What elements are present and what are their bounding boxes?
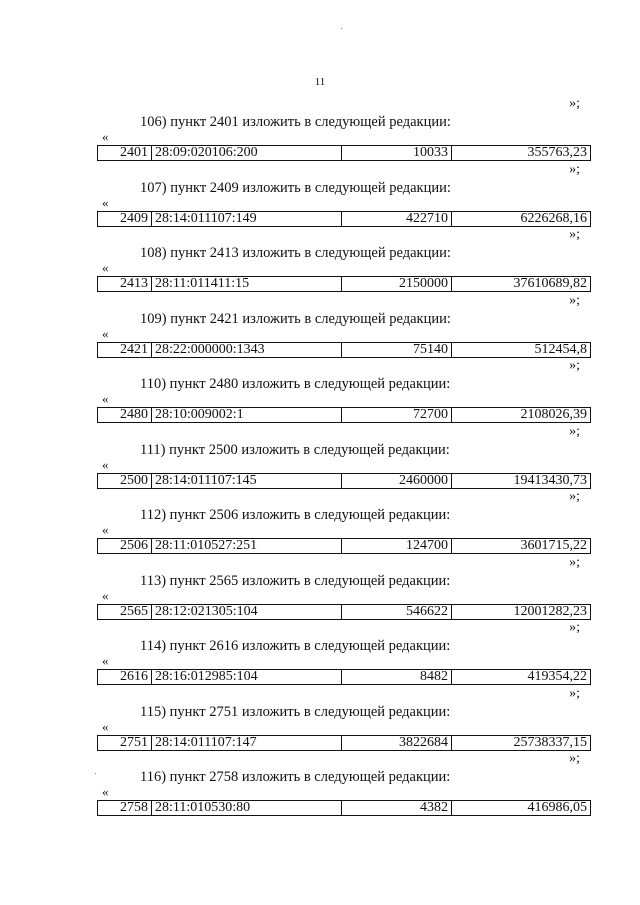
opening-quote: « [102,129,109,144]
opening-quote: « [102,784,109,799]
amendment-table-row [97,800,591,816]
cadastral-number-cell: 28:14:011107:147 [152,735,342,750]
table-row [98,211,591,226]
item-number-cell: 2480 [98,408,152,423]
amendment-table-row [97,211,591,227]
item-number-cell: 2500 [98,473,152,488]
amendment-instruction: 107) пункт 2409 изложить в следующей редакции: [140,179,451,196]
closing-quote: »; [569,358,580,373]
amendment-instruction: 116) пункт 2758 изложить в следующей редакции: [140,769,451,785]
amendment-instruction: 112) пункт 2506 изложить в следующей редакции: [140,507,451,523]
cadastral-value-cell: 416986,05 [452,801,591,816]
item-number-cell: 2616 [98,670,152,685]
cadastral-number-cell: 28:09:020106:200 [152,146,342,161]
cadastral-number-cell: 28:12:021305:104 [152,604,342,619]
area-cell: 3822684 [342,735,452,750]
amendment-table-row [97,735,591,751]
amendment-instruction: 114) пункт 2616 изложить в следующей редакции: [140,638,451,654]
item-number-cell: 2506 [98,539,152,554]
amendment-table-row [97,276,591,292]
area-cell: 124700 [342,539,452,554]
cadastral-value-cell: 19413430,73 [452,473,591,488]
opening-quote: « [102,260,109,275]
area-cell: 546622 [342,604,452,619]
cadastral-value-cell: 512454,8 [452,342,591,357]
table-row [98,146,591,161]
amendment-block [0,95,640,161]
cadastral-number-cell: 28:14:011107:145 [152,473,342,488]
table-row [98,604,591,619]
cadastral-number-cell: 28:11:010527:251 [152,539,342,554]
amendment-block [0,357,640,423]
cadastral-value-cell: 12001282,23 [452,604,591,619]
cadastral-value-cell: 355763,23 [452,146,591,161]
scan-speck [341,28,342,29]
amendment-instruction: 115) пункт 2751 изложить в следующей редакции: [140,703,451,720]
closing-quote: »; [569,620,580,635]
amendment-table-row [97,604,591,620]
closing-quote: »; [569,423,580,439]
opening-quote: « [102,194,109,210]
item-number-cell: 2751 [98,735,152,750]
table-row [98,801,591,816]
closing-quote: »; [569,685,580,701]
table-row [98,277,591,292]
opening-quote: « [102,587,109,603]
table-row [98,670,591,685]
table-row [98,735,591,750]
closing-quote: »; [569,554,580,570]
area-cell: 4382 [342,801,452,816]
amendment-block [0,423,640,489]
amendment-table-row [97,145,591,161]
cadastral-number-cell: 28:10:009002:1 [152,408,342,423]
opening-quote: « [102,325,109,341]
area-cell: 422710 [342,211,452,226]
cadastral-number-cell: 28:11:011411:15 [152,277,342,292]
cadastral-value-cell: 6226268,16 [452,211,591,226]
amendment-block [0,488,640,554]
area-cell: 72700 [342,408,452,423]
amendment-block [0,226,640,292]
area-cell: 2460000 [342,473,452,488]
cadastral-number-cell: 28:14:011107:149 [152,211,342,226]
opening-quote: « [102,456,109,472]
opening-quote: « [102,391,109,406]
item-number-cell: 2409 [98,211,152,226]
item-number-cell: 2413 [98,277,152,292]
amendment-table-row [97,473,591,489]
opening-quote: « [102,653,109,668]
cadastral-value-cell: 419354,22 [452,670,591,685]
closing-quote: »; [569,161,580,177]
area-cell: 10033 [342,146,452,161]
table-row [98,473,591,488]
amendment-instruction: 106) пункт 2401 изложить в следующей редакции: [140,114,451,130]
cadastral-value-cell: 2108026,39 [452,408,591,423]
area-cell: 8482 [342,670,452,685]
cadastral-value-cell: 37610689,82 [452,277,591,292]
amendment-table-row [97,342,591,358]
amendment-instruction: 109) пункт 2421 изложить в следующей редакции: [140,310,451,327]
closing-quote: »; [569,227,580,242]
opening-quote: « [102,718,109,734]
closing-quote: »; [569,751,580,766]
item-number-cell: 2401 [98,146,152,161]
page-number: 11 [314,76,326,88]
area-cell: 2150000 [342,277,452,292]
amendment-table-row [97,538,591,554]
cadastral-value-cell: 25738337,15 [452,735,591,750]
closing-quote: »; [569,96,580,111]
amendment-block [0,685,640,751]
area-cell: 75140 [342,342,452,357]
table-row [98,408,591,423]
cadastral-number-cell: 28:16:012985:104 [152,670,342,685]
opening-quote: « [102,522,109,537]
amendment-block [0,619,640,685]
amendment-block [0,750,640,816]
amendment-instruction: 113) пункт 2565 изложить в следующей редакции: [140,572,451,589]
cadastral-value-cell: 3601715,22 [452,539,591,554]
cadastral-number-cell: 28:22:000000:1343 [152,342,342,357]
amendment-table-row [97,407,591,423]
item-number-cell: 2758 [98,801,152,816]
cadastral-number-cell: 28:11:010530:80 [152,801,342,816]
table-row [98,342,591,357]
amendment-instruction: 110) пункт 2480 изложить в следующей редакции: [140,376,451,392]
amendment-instruction: 111) пункт 2500 изложить в следующей редакции: [140,441,450,458]
table-row [98,539,591,554]
closing-quote: »; [569,292,580,308]
amendment-instruction: 108) пункт 2413 изложить в следующей редакции: [140,245,451,261]
closing-quote: »; [569,489,580,504]
amendment-block [0,292,640,358]
item-number-cell: 2421 [98,342,152,357]
item-number-cell: 2565 [98,604,152,619]
amendment-table-row [97,669,591,685]
amendment-block [0,161,640,227]
amendments-list [0,95,640,816]
amendment-block [0,554,640,620]
